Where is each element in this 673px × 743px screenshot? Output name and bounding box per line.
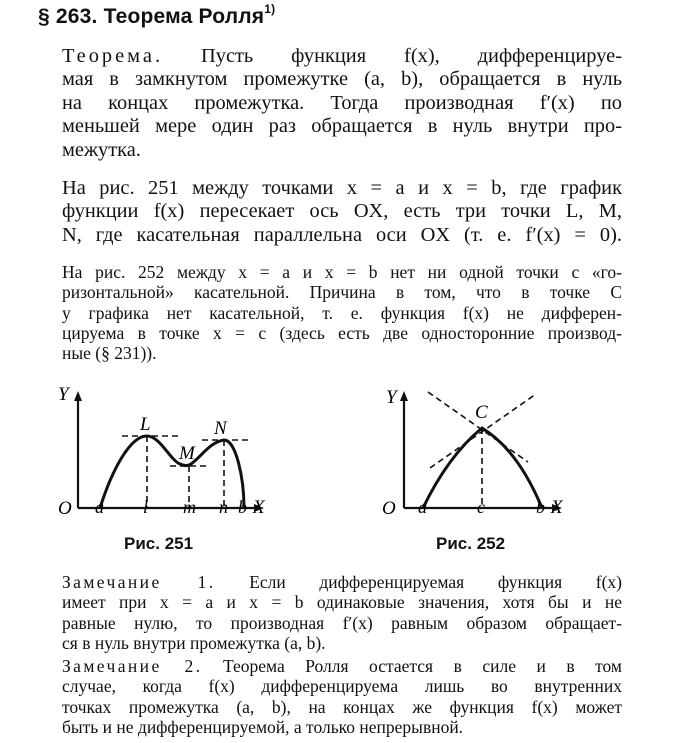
- remark-1-line-3: равные нулю, то производная f′(x) равным образом обращает-: [62, 612, 622, 633]
- para2-line-3: у графика нет касательной, т. е. функция f(x) не дифферен-: [62, 302, 622, 323]
- caption-fig251: Рис. 251: [124, 534, 194, 553]
- label-point-C: C: [475, 402, 488, 423]
- label-y: Y: [58, 384, 69, 405]
- label-m: m: [183, 497, 196, 517]
- remark-2-label: Замечание 2.: [62, 656, 203, 676]
- theorem-label: Теорема.: [62, 45, 164, 67]
- label-n: n: [219, 497, 228, 517]
- label-l: l: [143, 497, 149, 517]
- label-point-N: N: [214, 418, 227, 439]
- caption-fig252: Рис. 252: [436, 534, 506, 553]
- figure-252-drawing: [378, 378, 578, 528]
- remark-2-line-3: точках промежутка (a, b), на концах же функция f(x) может: [62, 696, 622, 717]
- y-axis-arrow: [74, 391, 82, 401]
- label-origin: O: [58, 498, 72, 519]
- label-a: a: [95, 497, 104, 517]
- label-x: X: [253, 497, 265, 518]
- theorem-line-4: меньшей мере один раз обращается в нуль внутри про-: [62, 115, 622, 138]
- section-title-text: § 263. Теорема Ролля: [38, 5, 265, 28]
- label-y: Y: [386, 387, 397, 408]
- label-point-L: L: [140, 414, 151, 435]
- remark-1: [62, 572, 622, 653]
- para1-line-1: На рис. 251 между точками x = a и x = b, где график: [62, 177, 622, 199]
- figure-251: [52, 378, 282, 528]
- label-a: a: [418, 497, 427, 517]
- remark-1-line-1: Если дифференцируемая функция f(x): [249, 572, 623, 592]
- remark-1-line-4: ся в нуль внутри промежутка (a, b).: [62, 632, 326, 653]
- theorem-line-2: мая в замкнутом промежутке (a, b), обращается в нуль: [62, 68, 622, 91]
- remark-2-line-1: Теорема Ролля остается в силе и в том: [222, 656, 622, 676]
- remark-1-line-2: имеет при x = a и x = b одинаковые значения, хотя бы и не: [62, 592, 622, 613]
- para1-line-3: N, где касательная параллельна оси OX (т. е. f′(x) = 0).: [62, 223, 622, 246]
- figure-252: [378, 378, 578, 528]
- figure-251-drawing: [52, 378, 282, 528]
- theorem-line-1: Пусть функция f(x), дифференцируе-: [201, 45, 622, 67]
- paragraph-fig252: [62, 262, 622, 363]
- label-b: b: [536, 497, 545, 517]
- theorem-paragraph: [62, 45, 622, 162]
- label-origin: O: [382, 498, 396, 519]
- theorem-line-3: на концах промежутка. Тогда производная f′(x) по: [62, 91, 622, 114]
- label-c: c: [477, 497, 485, 517]
- remark-2-line-4: быть и не дифференцируемой, а только непрерывной.: [62, 716, 464, 737]
- remark-1-label: Замечание 1.: [62, 572, 216, 592]
- label-b: b: [238, 497, 247, 517]
- theorem-line-5: межутка.: [62, 138, 141, 161]
- para1-line-2: функции f(x) пересекает ось OX, есть три точки L, M,: [62, 200, 622, 223]
- para2-line-2: ризонтальной» касательной. Причина в том, что в точке C: [62, 282, 622, 303]
- title-footnote-mark: 1): [264, 2, 276, 16]
- remark-2-line-2: случае, когда f(x) дифференцируема лишь во внутренних: [62, 676, 622, 697]
- section-title: [38, 4, 275, 29]
- para2-line-1: На рис. 252 между x = a и x = b нет ни одной точки с «го-: [62, 262, 622, 282]
- label-point-M: M: [179, 443, 195, 464]
- para2-line-4: цируема в точке x = c (здесь есть две односторонние производ-: [62, 322, 622, 343]
- para2-line-5: ные (§ 231)).: [62, 343, 157, 364]
- label-x: X: [551, 497, 563, 518]
- remark-2: [62, 656, 622, 737]
- paragraph-fig251: [62, 177, 622, 247]
- y-axis-arrow: [400, 391, 408, 401]
